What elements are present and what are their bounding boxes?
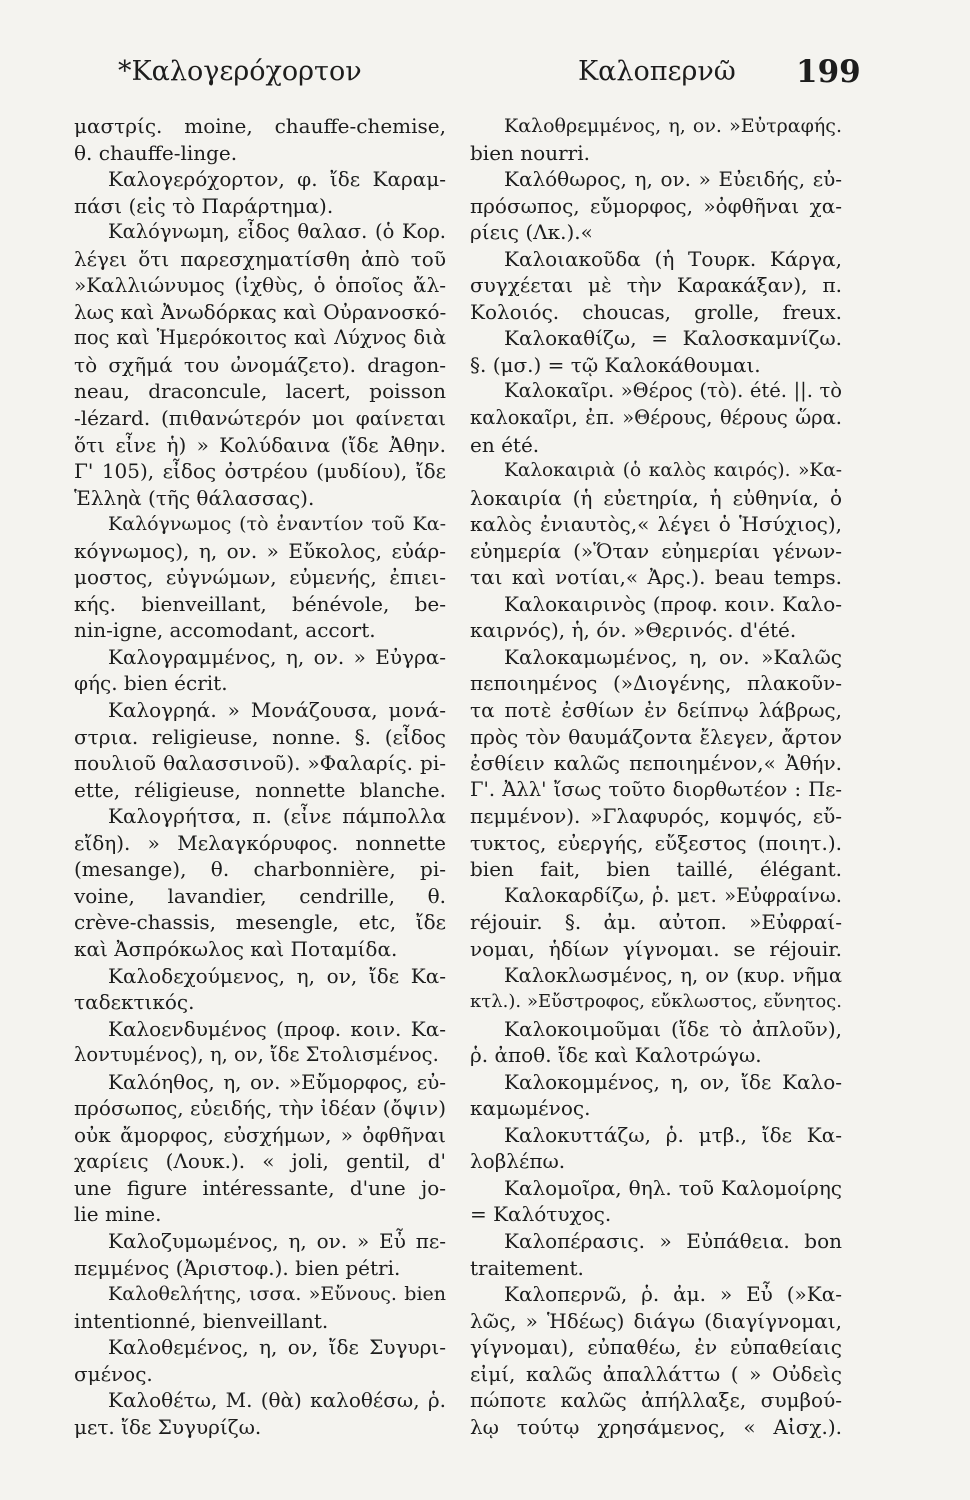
text-line: πεποιημένος (»Διογένης, πλακοῦν- [470, 671, 842, 696]
text-line: ταδεκτικός. [74, 990, 195, 1015]
text-line: χαρίεις (Λουκ.). « joli, gentil, d' [74, 1149, 446, 1174]
text-line: οὐκ ἄμορφος, εὐσχήμων, » ὀφθῆναι [74, 1122, 446, 1147]
text-line: ette, réligieuse, nonnette blanche. [74, 777, 446, 802]
text-line: συγχέεται μὲ τὴν Καρακάξαν), π. [470, 273, 842, 298]
text-line: σμένος. [74, 1361, 153, 1386]
text-line: κής. bienveillant, bénévole, be- [74, 591, 446, 616]
text-line: πουλιοῦ θαλασσινοῦ). »Φαλαρίς. pi- [74, 751, 446, 776]
text-line: θ. chauffe-linge. [74, 140, 238, 165]
text-line: ρίεις (Λκ.).« [470, 220, 593, 245]
text-line: Καλοθεμένος, η, ον, ἴδε Συγυρι- [108, 1335, 446, 1360]
text-line: καὶ Ἀσπρόκωλος καὶ Ποταμίδα. [74, 936, 398, 961]
text-line: Καλόθωρος, η, ον. » Εὐειδής, εὐ- [504, 167, 842, 192]
text-line: Καλογραμμένος, η, ον. » Εὐγρα- [108, 644, 446, 669]
text-line: λοντυμένος), η, ον, ἴδε Στολισμένος. [74, 1043, 439, 1067]
text-line: καλοκαῖρι, ἐπ. »Θέρους, θέρους ὥρα. [470, 406, 842, 430]
text-line: πρὸς τὸν θαυμάζοντα ἔλεγεν, ἄρτον [470, 724, 842, 749]
text-line: νομαι, ἡδίων γίγνομαι. se réjouir. [470, 936, 842, 961]
text-line: εἰμί, καλῶς ἀπαλλάττω ( » Οὐδεὶς [470, 1361, 842, 1386]
text-line: πώποτε καλῶς ἀπήλλαξε, συμβού- [470, 1388, 842, 1413]
text-line: πος καὶ Ἡμερόκοιτος καὶ Λύχνος διὰ [74, 326, 446, 350]
text-line: Καλοζυμωμένος, η, ον. » Εὖ πε- [108, 1228, 446, 1253]
text-line: bien fait, bien taillé, élégant. [470, 857, 842, 882]
right-running-headword: Καλοπερνῶ [578, 56, 736, 87]
text-line: bien nourri. [470, 140, 590, 165]
text-line: voine, lavandier, cendrille, θ. [74, 883, 446, 908]
text-line: Καλογερόχορτον, φ. ἴδε Καραμ- [108, 167, 446, 192]
text-line: Καλοκοιμοῦμαι (ἴδε τὸ ἀπλοῦν), [504, 1016, 842, 1041]
text-line: = Καλότυχος. [470, 1202, 612, 1227]
text-line: μετ. ἴδε Συγυρίζω. [74, 1414, 262, 1439]
text-line: καμωμένος. [470, 1096, 591, 1121]
left-column [74, 113, 446, 1440]
text-line: λοβλέπω. [470, 1149, 566, 1174]
page-number: 199 [796, 54, 861, 90]
text-line: Καλομοῖρα, θηλ. τοῦ Καλομοίρης [504, 1175, 842, 1200]
text-line: λως καὶ Ἀνωδόρκας καὶ Οὐρανοσκό- [74, 299, 446, 324]
text-line: πρόσωπος, εὔμορφος, »ὀφθῆναι χα- [470, 193, 842, 218]
text-line: ται καὶ νοτίαι,« Ἀρς.). beau temps. [470, 565, 842, 590]
text-line: Ἑλληὰ (τῆς θάλασσας). [74, 485, 315, 510]
text-line: Καλοκαιρινὸς (προφ. κοιν. Καλο- [504, 591, 842, 616]
text-line: Κολοιός. choucas, grolle, freux. [470, 299, 842, 324]
text-line: Καλόηθος, η, ον. »Εὔμορφος, εὐ- [108, 1069, 446, 1094]
text-line: réjouir. §. ἀμ. αὐτοπ. »Εὐφραί- [470, 910, 842, 935]
text-line: πάσι (εἰς τὸ Παράρτημα). [74, 193, 334, 218]
text-line: μαστρίς. moine, chauffe-chemise, [74, 114, 446, 138]
text-line: Καλοκλωσμένος, η, ον (κυρ. νῆμα [504, 963, 842, 987]
text-line: τὸ σχῆμά του ὠνομάζετο). dragon- [74, 352, 446, 377]
left-running-headword: *Καλογερόχορτον [118, 56, 362, 87]
text-line: Γ'. Ἀλλ' ἴσως τοῦτο διορθωτέον : Πε- [470, 777, 842, 801]
text-line: Καλοενδυμένος (προφ. κοιν. Κα- [108, 1016, 446, 1041]
text-line: Καλοιακοῦδα (ἡ Τουρκ. Κάργα, [504, 246, 842, 271]
text-line: en été. [470, 432, 540, 457]
page-header [0, 56, 970, 100]
text-line: neau, draconcule, lacert, poisson [74, 379, 446, 404]
text-line: Καλογρήτσα, π. (εἶνε πάμπολλα [108, 804, 446, 829]
text-line: πρόσωπος, εὐειδής, τὴν ἰδέαν (ὄψιν) [74, 1096, 446, 1121]
text-line: §. (μσ.) = τῷ Καλοκάθουμαι. [470, 352, 761, 377]
text-line: πεμμένος (Ἀριστοφ.). bien pétri. [74, 1255, 401, 1280]
text-line: λέγει ὅτι παρεσχηματίσθη ἀπὸ τοῦ [74, 246, 446, 271]
text-line: γίγνομαι), εὐπαθέω, ἐν εὐπαθείαις [470, 1335, 842, 1360]
text-line: Καλοπέρασις. » Εὐπάθεια. bon [504, 1228, 842, 1253]
text-line: Καλοκαμωμένος, η, ον. »Καλῶς [504, 644, 842, 669]
text-line: Καλοκαιριὰ (ὁ καλὸς καιρός). »Κα- [504, 460, 842, 482]
text-line: ὅτι εἶνε ἡ) » Κολύδαινα (ἴδε Ἀθην. [74, 432, 446, 457]
text-line: Καλοκυττάζω, ῥ. μτβ., ἴδε Κα- [504, 1122, 842, 1147]
text-line: τα ποτὲ ἐσθίων ἐν δείπνῳ λάβρως, [470, 698, 842, 723]
text-line: traitement. [470, 1255, 584, 1280]
text-line: Καλοθέτω, Μ. (θὰ) καλοθέσω, ῥ. [108, 1388, 446, 1413]
text-line: -lézard. (πιθανώτερόν μοι φαίνεται [74, 406, 446, 431]
text-line: Καλόγνωμη, εἶδος θαλασ. (ὁ Κορ. [108, 220, 446, 244]
text-line: μοστος, εὐγνώμων, εὐμενής, ἐπιει- [74, 565, 446, 590]
right-column [470, 113, 842, 1440]
text-line: φής. bien écrit. [74, 671, 228, 696]
text-line: une figure intéressante, d'une jo- [74, 1175, 446, 1200]
text-line: Καλοκαθίζω, = Καλοσκαμνίζω. [504, 326, 842, 351]
text-line: Καλοκαῖρι. »Θέρος (τὸ). été. ||. τὸ [504, 379, 842, 403]
text-line: lie mine. [74, 1202, 162, 1227]
text-line: λῳ τούτῳ χρησάμενος, « Αἰσχ.). [470, 1414, 842, 1439]
text-line: εὐημερία (»Ὅταν εὐημερίαι γένων- [470, 538, 842, 563]
text-line: nin-igne, accomodant, accort. [74, 618, 376, 643]
text-line: τυκτος, εὐεργής, εὔξεστος (ποιητ.). [470, 830, 842, 855]
text-line: πεμμένον). »Γλαφυρός, κομψός, εὔ- [470, 804, 842, 829]
text-line: (mesange), θ. charbonnière, pi- [74, 857, 446, 882]
text-line: Καλοκαρδίζω, ῥ. μετ. »Εὐφραίνω. [504, 883, 842, 907]
text-line: »Καλλιώνυμος (ἰχθὺς, ὁ ὁποῖος ἄλ- [74, 273, 446, 298]
text-line: κτλ.). »Εὔστροφος, εὔκλωστος, εὔνητος. [470, 991, 842, 1013]
text-line: καλὸς ἐνιαυτὸς,« λέγει ὁ Ἡσύχιος), [470, 512, 842, 537]
text-line: Καλοκομμένος, η, ον, ἴδε Καλο- [504, 1069, 842, 1094]
text-line: Καλοδεχούμενος, η, ον, ἴδε Κα- [108, 963, 446, 988]
text-line: Καλοπερνῶ, ῥ. ἀμ. » Εὖ (»Κα- [504, 1282, 842, 1307]
text-line: Γ' 105), εἶδος ὀστρέου (μυδίου), ἴδε [74, 459, 446, 484]
text-line: εἴδη). » Μελαγκόρυφος. nonnette [74, 830, 446, 855]
text-line: Καλοθελήτης, ισσα. »Εὔνους. bien [108, 1283, 446, 1306]
text-line: λοκαιρία (ἡ εὐετηρία, ἡ εὐθηνία, ὁ [470, 485, 842, 510]
text-line: Καλογρηά. » Μονάζουσα, μονά- [108, 698, 446, 723]
text-line: intentionné, bienveillant. [74, 1308, 329, 1333]
text-line: κόγνωμος), η, ον. » Εὔκολος, εὐάρ- [74, 538, 446, 563]
text-line: στρια. religieuse, nonne. §. (εἶδος [74, 724, 446, 749]
text-line: ἐσθίειν καλῶς πεποιημένον,« Ἀθήν. [470, 751, 842, 776]
text-line: Καλόγνωμος (τὸ ἐναντίον τοῦ Κα- [108, 513, 446, 536]
text-line: καιρνός), ἡ, όν. »Θερινός. d'été. [470, 618, 797, 643]
text-line: λῶς, » Ἡδέως) διάγω (διαγίγνομαι, [470, 1308, 842, 1333]
text-line: Καλοθρεμμένος, η, ον. »Εὐτραφής. [504, 115, 842, 137]
text-line: ῥ. ἀποθ. ἴδε καὶ Καλοτρώγω. [470, 1043, 762, 1068]
text-line: crève-chassis, mesengle, etc, ἴδε [74, 910, 446, 935]
